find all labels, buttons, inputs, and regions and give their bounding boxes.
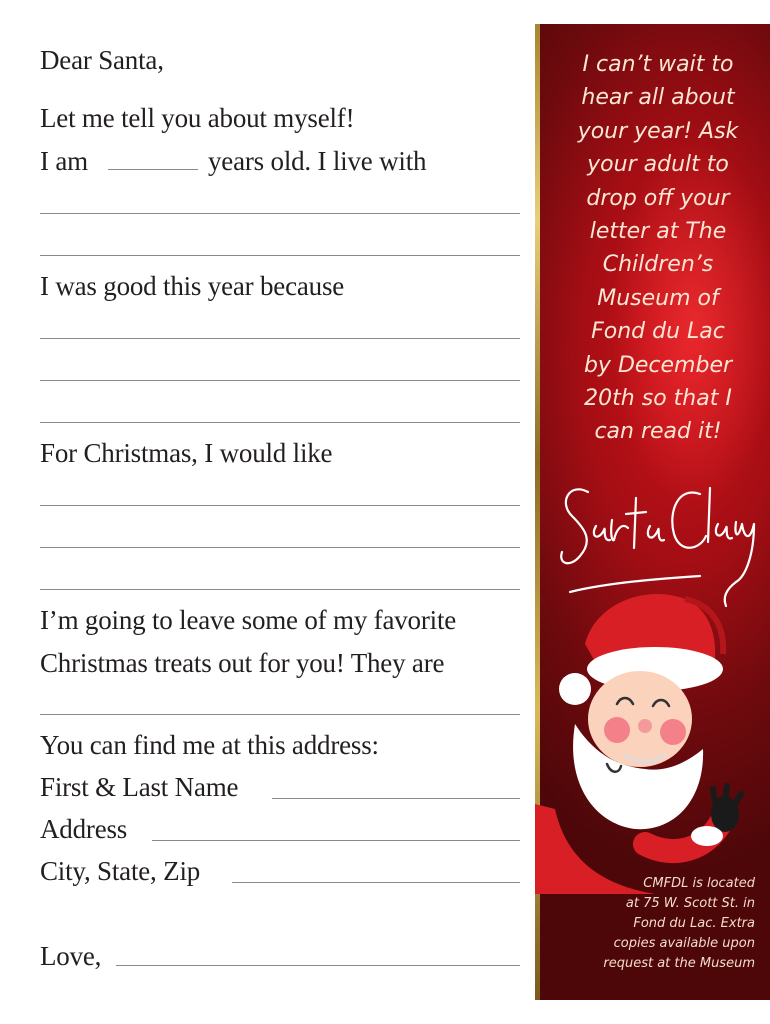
banner-message-line: drop off your (586, 185, 730, 211)
intro-text: Let me tell you about myself! (40, 103, 355, 133)
museum-info-line: at 75 W. Scott St. in (625, 896, 755, 911)
wish-line-1[interactable] (40, 505, 520, 506)
banner-message-line: 20th so that I (584, 386, 732, 412)
santa-banner (535, 24, 770, 1000)
banner-message-line: hear all about (581, 85, 735, 111)
banner-message-line: Museum of (597, 285, 719, 311)
banner-message-line: I can’t wait to (582, 52, 734, 77)
museum-info-line: request at the Museum (603, 956, 755, 971)
signature-blank[interactable] (116, 965, 520, 966)
name-blank[interactable] (272, 798, 520, 799)
banner-message-line: by December (583, 352, 733, 378)
treats-line-1: I’m going to leave some of my favorite (40, 605, 457, 635)
banner-message-line: Fond du Lac (591, 319, 725, 345)
greeting: Dear Santa, (40, 45, 164, 75)
wish-prompt: For Christmas, I would like (40, 438, 333, 468)
banner-message-line: your year! Ask (577, 118, 739, 144)
wish-line-3[interactable] (40, 589, 520, 590)
treats-line-2: Christmas treats out for you! They are (40, 648, 445, 678)
museum-info-line: Fond du Lac. Extra (633, 916, 755, 931)
treats-blank[interactable] (40, 714, 520, 715)
age-suffix: years old. I live with (208, 146, 427, 176)
live-with-line-2[interactable] (40, 255, 520, 256)
good-prompt: I was good this year because (40, 271, 345, 301)
age-prefix: I am (40, 146, 88, 176)
name-label: First & Last Name (40, 772, 239, 802)
address-label: Address (40, 814, 128, 844)
good-line-2[interactable] (40, 380, 520, 381)
good-line-3[interactable] (40, 422, 520, 423)
city-blank[interactable] (232, 882, 520, 883)
santa-illustration-icon (535, 464, 770, 894)
museum-info (565, 874, 755, 974)
museum-info-line: CMFDL is located (643, 876, 755, 891)
live-with-line-1[interactable] (40, 213, 520, 214)
age-blank[interactable] (108, 169, 198, 170)
museum-info-line: copies available upon (613, 936, 755, 951)
address-intro: You can find me at this address: (40, 730, 379, 760)
wish-line-2[interactable] (40, 547, 520, 548)
closing: Love, (40, 941, 102, 971)
banner-message-line: can read it! (594, 419, 722, 445)
good-line-1[interactable] (40, 338, 520, 339)
address-blank[interactable] (152, 840, 520, 841)
banner-message-line: letter at The (589, 219, 727, 245)
banner-message-line: Children’s (602, 252, 714, 278)
banner-message-line: your adult to (587, 152, 729, 178)
city-label: City, State, Zip (40, 856, 201, 886)
banner-message (547, 48, 769, 449)
